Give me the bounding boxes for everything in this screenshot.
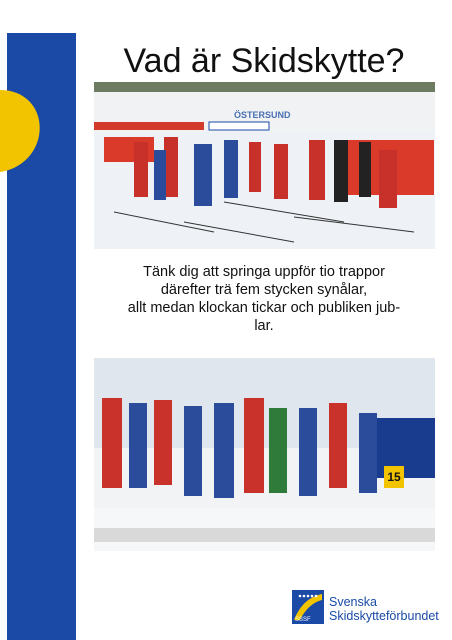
- intro-paragraph: [94, 263, 434, 335]
- logo-name-line1: Svenska: [329, 595, 377, 609]
- intro-line-1: Tänk dig att springa uppför tio trappor: [143, 264, 385, 280]
- intro-line-2: därefter trä fem stycken synålar,: [160, 282, 368, 298]
- shooting-range-photo: [94, 358, 435, 551]
- sidebar-decoration: [0, 0, 76, 640]
- page-title: Vad är Skidskytte?: [123, 42, 405, 80]
- logo-name-line2: Skidskytteförbundet: [329, 609, 439, 623]
- yellow-swoosh-icon: [0, 60, 76, 260]
- race-banner-text: ÖSTERSUND: [234, 110, 291, 120]
- sssf-logo-icon: [292, 590, 324, 624]
- logo-abbreviation: SSSF: [295, 617, 311, 623]
- target-number-sign: 15: [384, 466, 404, 488]
- federation-logo: [292, 590, 442, 626]
- intro-line-4: lar.: [254, 318, 274, 334]
- intro-line-3: allt medan klockan tickar och publiken jub-: [127, 300, 401, 316]
- biathlon-race-photo: [94, 82, 435, 249]
